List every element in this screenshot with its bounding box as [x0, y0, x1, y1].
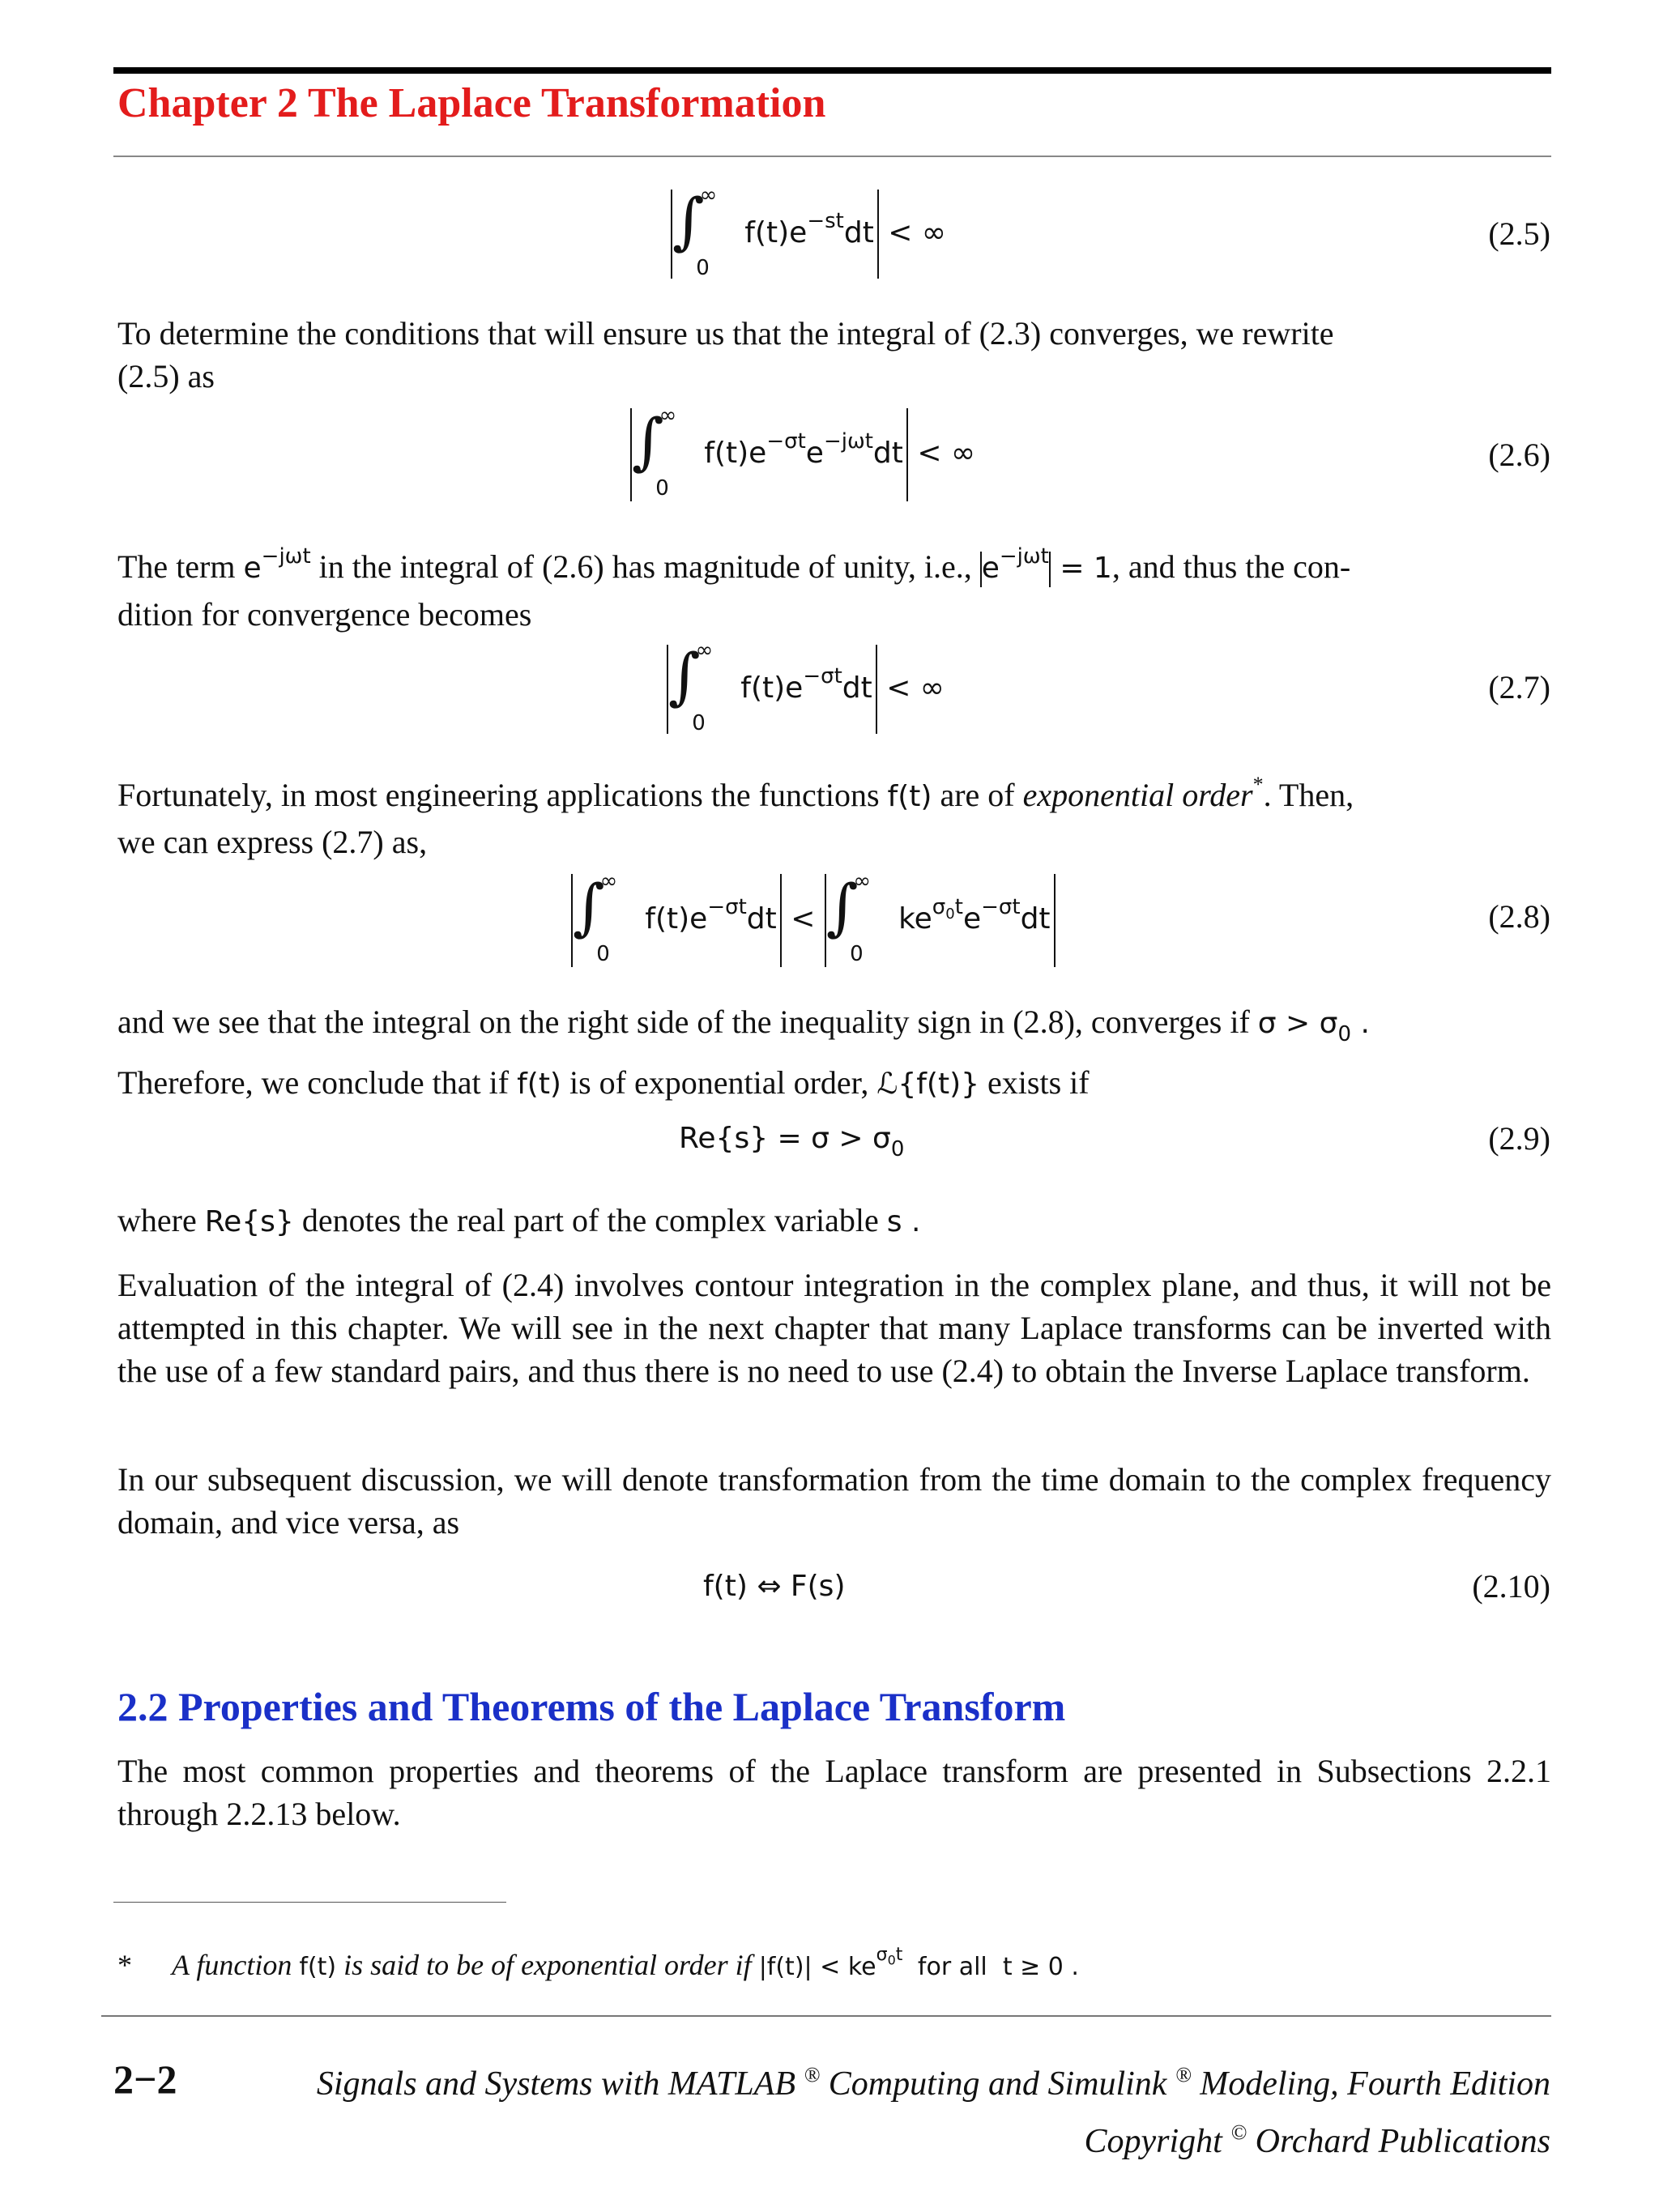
text-span: is of exponential order, — [569, 1064, 869, 1101]
text-span: exponential order — [1022, 777, 1253, 813]
text-line: (2.5) as — [117, 358, 215, 394]
text-span: Fortunately, in most engineering applications the functions — [117, 777, 880, 813]
text-span: denotes the real part of the complex variable — [301, 1202, 879, 1238]
footer-book-info: Signals and Systems with MATLAB ® Computing and Simulink ® Modeling, Fourth Edition Copyright © Orchard Publications — [316, 2063, 1550, 2160]
text-line: dition for convergence becomes — [117, 596, 532, 633]
equation-number: (2.5) — [1488, 215, 1550, 252]
page-number: 2−2 — [113, 2056, 177, 2102]
header-divider — [113, 156, 1551, 157]
text-span: Orchard Publications — [1255, 2123, 1550, 2160]
text-span: , and thus the con- — [1111, 548, 1351, 585]
paragraph: and we see that the integral on the right side of the inequality sign in (2.8), converges if $\sigma > \sigma_0$ . Therefore, we conclude that if f(t) is of exponential order, ℒ{f(t)} exists if — [117, 1004, 1370, 1101]
paragraph: In our subsequent discussion, we will denote transformation from the time domain to the complex frequency domain, and vice versa, as — [117, 1461, 1551, 1541]
text-span: are of — [940, 777, 1015, 813]
text-span: . Then, — [1263, 777, 1354, 813]
text-span: Copyright — [1084, 2123, 1222, 2160]
equation-2-10: f(t) ⇔ F(s) — [703, 1570, 846, 1603]
equation-number: (2.9) — [1488, 1120, 1550, 1157]
equation-2-5: $\int^\infty_0$ $f(t)e^{-st}dt$ < ∞ — [672, 183, 946, 280]
text-span: and we see that the integral on the right side of the inequality sign in (2.8), converges if — [117, 1004, 1250, 1040]
header-rule — [113, 67, 1551, 74]
equation-number: (2.7) — [1488, 669, 1550, 705]
text-span: where — [117, 1202, 197, 1238]
text-span: Signals and Systems with MATLAB — [316, 2065, 795, 2103]
text-span: is said to be of exponential order if — [343, 1949, 752, 1981]
text-line: we can express (2.7) as, — [117, 824, 428, 860]
text-span: exists if — [987, 1064, 1090, 1101]
equation-2-8: $\int^\infty_0$ $f(t)e^{-\sigma t}dt < \int^\infty_0$ $ke^{\sigma_0t}e^{-\sigma t}dt$ — [571, 871, 1056, 967]
equation-2-9: $Re\{s\} = \sigma > \sigma_0$ — [679, 1122, 905, 1161]
text-span: in the integral of (2.6) has magnitude of unity, i.e., — [318, 548, 972, 585]
text-line: To determine the conditions that will ensure us that the integral of (2.3) converges, we rewrite — [117, 315, 1334, 352]
text-span: Therefore, we conclude that if — [117, 1064, 510, 1101]
text-span: Computing and Simulink — [828, 2065, 1167, 2103]
footer-divider — [101, 2015, 1551, 2017]
section-heading: 2.2 Properties and Theorems of the Laplace Transform — [117, 1684, 1066, 1729]
text-span: Modeling, Fourth Edition — [1200, 2065, 1550, 2103]
equation-number: (2.6) — [1488, 437, 1550, 473]
text-span: The term — [117, 548, 236, 585]
equation-number: (2.8) — [1488, 898, 1550, 935]
paragraph: The term $e^{-j\omega t}$ in the integral of (2.6) has magnitude of unity, i.e., $e^{-j\omega t} = 1$, and thus the con- dition for convergence becomes — [117, 545, 1551, 636]
equation-2-7: $\int^\infty_0$ $f(t)e^{-\sigma t}dt$ < ∞ — [668, 638, 945, 735]
paragraph — [117, 312, 1551, 398]
footnote: * A function f(t) is said to be of exponential order if $|f(t)| < ke^{\sigma_0t}$ for all t ≥ 0 . — [117, 1945, 1079, 1981]
equation-2-6: $\int^\infty_0$ $f(t)e^{-\sigma t}e^{-j\omega t}dt$ < ∞ — [632, 403, 975, 501]
paragraph: Fortunately, in most engineering applications the functions f(t) are of exponential order*. Then, we can express (2.7) as, — [117, 774, 1551, 863]
equation-number: (2.10) — [1472, 1568, 1550, 1605]
paragraph: The most common properties and theorems of the Laplace transform are presented in Subsections 2.2.1 through 2.2.13 below. — [117, 1753, 1551, 1832]
paragraph: where Re{s} denotes the real part of the complex variable s . — [117, 1202, 921, 1238]
footnote-rule — [113, 1902, 506, 1903]
chapter-title: Chapter 2 The Laplace Transformation — [117, 80, 826, 126]
footnote-marker: * — [117, 1949, 132, 1981]
paragraph: Evaluation of the integral of (2.4) involves contour integration in the complex plane, and thus, it will not be attempted in this chapter. We will see in the next chapter that many Laplace transforms can be inverted with the use of a few standard pairs, and thus there is no need to use (2.4) to obtain the Inverse Laplace transform. — [117, 1267, 1551, 1389]
text-span: A function — [172, 1949, 292, 1981]
